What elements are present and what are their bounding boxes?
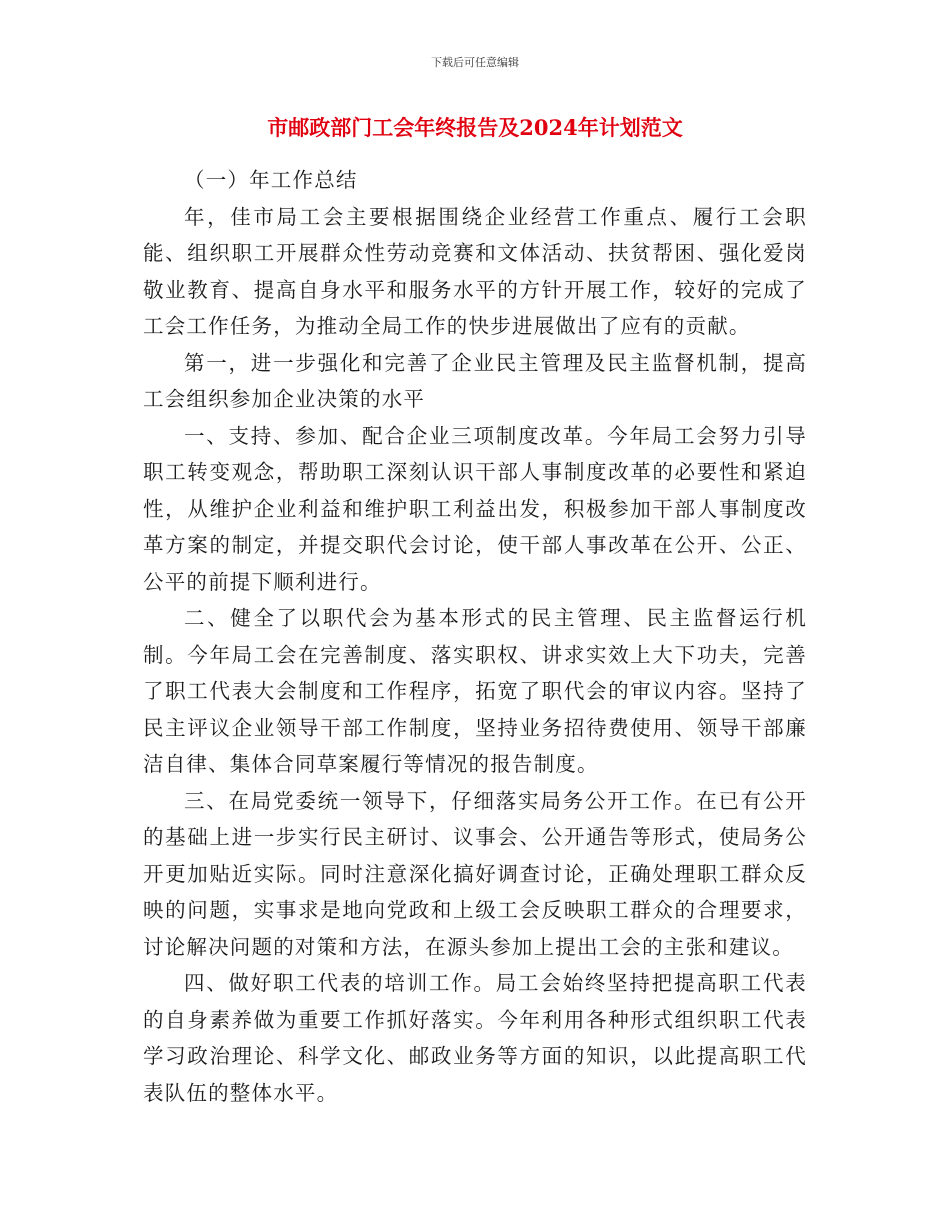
paragraph-item-1: 一、支持、参加、配合企业三项制度改革。今年局工会努力引导职工转变观念，帮助职工深刻认识干部人事制度改革的必要性和紧迫性，从维护企业利益和维护职工利益出发，积极参加干部人事制度改革方案的制定，并提交职代会讨论，使干部人事改革在公开、公正、公平的前提下顺利进行。	[143, 423, 807, 594]
paragraph-item-4: 四、做好职工代表的培训工作。局工会始终坚持把提高职工代表的自身素养做为重要工作抓好落实。今年利用各种形式组织职工代表学习政治理论、科学文化、邮政业务等方面的知识，以此提高职工代表队伍的整体水平。	[143, 971, 807, 1105]
paragraph-item-2: 二、健全了以职代会为基本形式的民主管理、民主监督运行机制。今年局工会在完善制度、落实职权、讲求实效上大下功夫，完善了职工代表大会制度和工作程序，拓宽了职代会的审议内容。坚持了民主评议企业领导干部工作制度，坚持业务招待费使用、领导干部廉洁自律、集体合同草案履行等情况的报告制度。	[143, 606, 807, 776]
paragraph-first-point: 第一，进一步强化和完善了企业民主管理及民主监督机制，提高工会组织参加企业决策的水平	[143, 350, 807, 411]
document-body	[143, 162, 807, 1111]
document-title: 市邮政部门工会年终报告及2024年计划范文	[267, 115, 683, 140]
paragraph-intro: 年，佳市局工会主要根据围绕企业经营工作重点、履行工会职能、组织职工开展群众性劳动竞赛和文体活动、扶贫帮困、强化爱岗敬业教育、提高自身水平和服务水平的方针开展工作，较好的完成了工会工作任务，为推动全局工作的快步进展做出了应有的贡献。	[143, 204, 807, 338]
paragraph-item-3: 三、在局党委统一领导下，仔细落实局务公开工作。在已有公开的基础上进一步实行民主研讨、议事会、公开通告等形式，使局务公开更加贴近实际。同时注意深化搞好调查讨论，正确处理职工群众反映的问题，实事求是地向党政和上级工会反映职工群众的合理要求，讨论解决问题的对策和方法，在源头参加上提出工会的主张和建议。	[143, 788, 807, 959]
header-note: 下载后可任意编辑	[431, 56, 519, 69]
section-heading: （一）年工作总结	[184, 168, 358, 192]
